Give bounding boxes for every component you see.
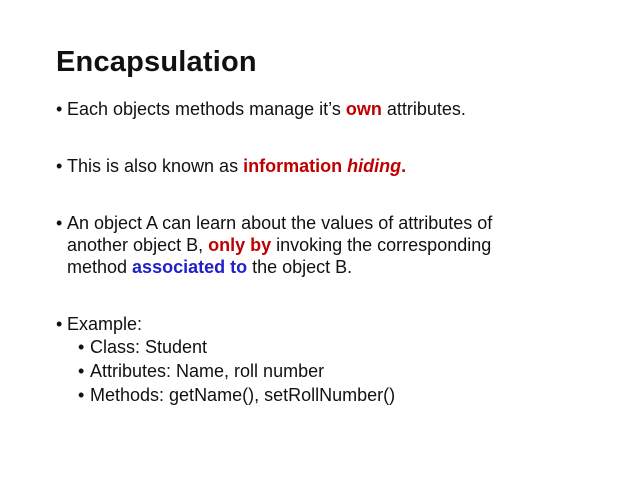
sub-bullet-text: Attributes: Name, roll number <box>90 361 325 381</box>
bullet-example <box>56 313 616 335</box>
bullet-icon: • <box>56 156 63 176</box>
bullet-own-attributes <box>56 98 616 120</box>
highlight-hiding: hiding <box>347 156 402 176</box>
highlight-period: . <box>401 156 407 176</box>
bullet-icon: • <box>56 99 63 119</box>
highlight-associated-to: associated to <box>132 257 248 277</box>
bullet-text: Example: <box>67 314 143 334</box>
bullet-object-access <box>56 212 616 278</box>
bullet-line <box>67 256 616 278</box>
bullet-text-part: another object B, <box>67 235 209 255</box>
sub-bullet-class <box>78 336 207 358</box>
highlight-only-by: only by <box>208 235 272 255</box>
bullet-information-hiding <box>56 155 616 177</box>
bullet-text-part: attributes. <box>381 99 466 119</box>
bullet-line <box>67 234 616 256</box>
bullet-text-part: Each objects methods manage it’s <box>67 99 346 119</box>
bullet-icon: • <box>78 337 85 357</box>
bullet-icon: • <box>56 314 63 334</box>
slide-title: Encapsulation <box>56 46 257 78</box>
bullet-text-part: This is also known as <box>67 156 244 176</box>
bullet-text-part: the object B. <box>247 257 353 277</box>
sub-bullet-methods <box>78 384 395 406</box>
bullet-text-part: invoking the corresponding <box>271 235 492 255</box>
highlight-own: own <box>345 99 382 119</box>
sub-bullet-text: Class: Student <box>90 337 208 357</box>
bullet-text <box>67 155 616 177</box>
bullet-line: An object A can learn about the values of attributes of <box>67 213 493 233</box>
sub-bullet-attributes <box>78 360 324 382</box>
bullet-text-part: method <box>67 257 133 277</box>
bullet-icon: • <box>78 361 85 381</box>
highlight-information: information <box>243 156 343 176</box>
bullet-icon: • <box>78 385 85 405</box>
bullet-text <box>67 212 616 278</box>
bullet-text <box>67 98 616 120</box>
bullet-icon: • <box>56 213 63 233</box>
sub-bullet-text: Methods: getName(), setRollNumber() <box>90 385 396 405</box>
